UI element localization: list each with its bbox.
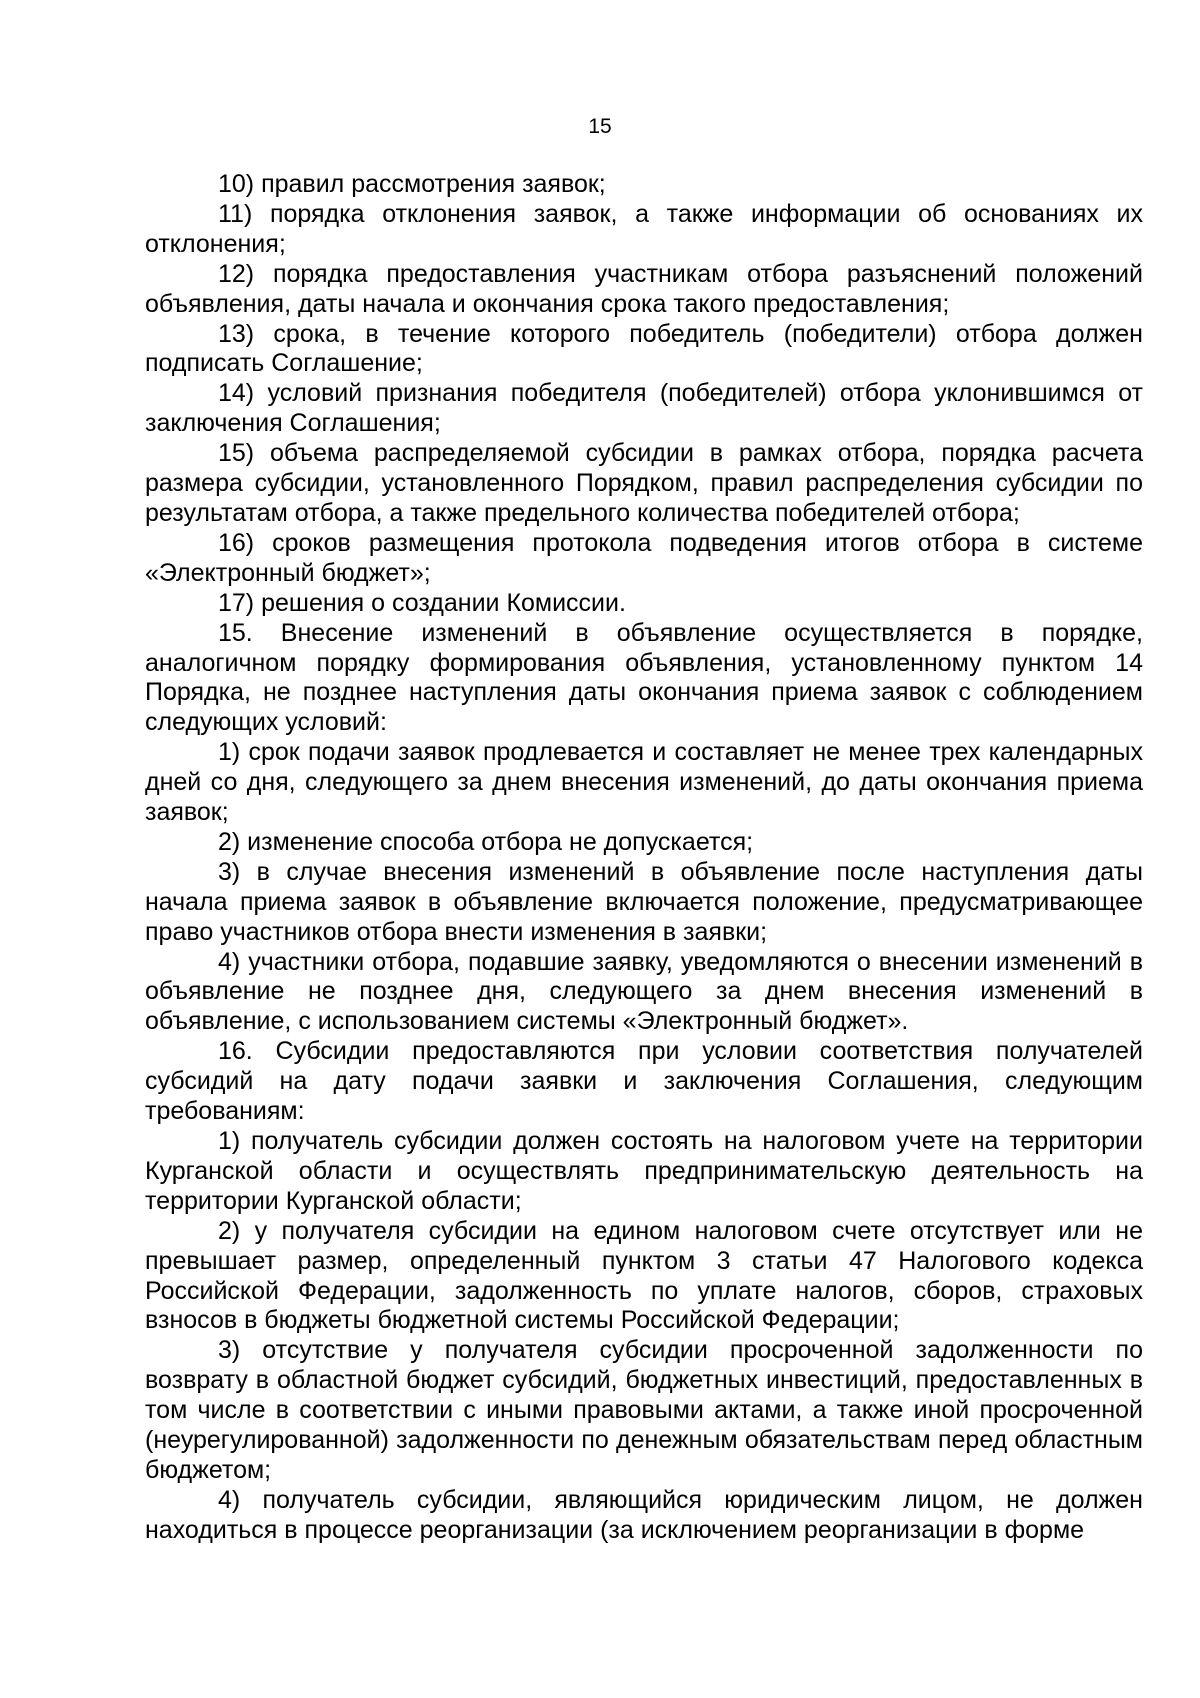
- document-body: [145, 170, 1143, 1546]
- page-number: 15: [588, 115, 612, 138]
- paragraph: 11) порядка отклонения заявок, а также информации об основаниях их отклонения;: [145, 199, 1143, 258]
- paragraph: 15) объема распределяемой субсидии в рамках отбора, порядка расчета размера субсидии, установленного Порядком, правил распределения субсидии по результатам отбора, а также предельного количества победителей отбора;: [145, 439, 1143, 527]
- paragraph: 4) участники отбора, подавшие заявку, уведомляются о внесении изменений в объявление не позднее дня, следующего за днем внесения изменений в объявление, с использованием системы «Электронный бюджет».: [145, 947, 1143, 1036]
- paragraph: 16. Субсидии предоставляются при условии соответствия получателей субсидий на дату подачи заявки и заключения Соглашения, следующим требованиям:: [145, 1037, 1143, 1126]
- paragraph: 2) изменение способа отбора не допускается;: [218, 827, 754, 856]
- paragraph: 15. Внесение изменений в объявление осуществляется в порядке, аналогичном порядку формирования объявления, установленному пунктом 14 Порядка, не позднее наступления даты окончания приема заявок с соблюдением следующих условий:: [145, 618, 1143, 737]
- paragraph: 13) срока, в течение которого победитель (победители) отбора должен подписать Соглашение;: [145, 319, 1143, 378]
- paragraph: 10) правил рассмотрения заявок;: [218, 170, 606, 198]
- paragraph: 1) получатель субсидии должен состоять на налоговом учете на территории Курганской области и осуществлять предпринимательскую деятельность на территории Курганской области;: [145, 1127, 1143, 1215]
- paragraph: 16) сроков размещения протокола подведения итогов отбора в системе «Электронный бюджет»;: [145, 528, 1143, 587]
- paragraph: 4) получатель субсидии, являющийся юридическим лицом, не должен находиться в процессе реорганизации (за исключением реорганизации в форме: [145, 1485, 1143, 1544]
- paragraph: 14) условий признания победителя (победителей) отбора уклонившимся от заключения Соглашения;: [145, 379, 1143, 438]
- paragraph: 2) у получателя субсидии на едином налоговом счете отсутствует или не превышает размер, определенный пунктом 3 статьи 47 Налогового кодекса Российской Федерации, задолженность по уплате налогов, сборов, страховых взносов в бюджеты бюджетной системы Российской Федерации;: [145, 1216, 1143, 1335]
- paragraph: 17) решения о создании Комиссии.: [218, 588, 626, 617]
- paragraph: 3) отсутствие у получателя субсидии просроченной задолженности по возврату в областной бюджет субсидий, бюджетных инвестиций, предоставленных в том числе в соответствии с иными правовыми актами, а также иной просроченной (неурегулированной) задолженности по денежным обязательствам перед областным бюджетом;: [145, 1336, 1143, 1484]
- paragraph: 3) в случае внесения изменений в объявление после наступления даты начала приема заявок в объявление включается положение, предусматривающее право участников отбора внести изменения в заявки;: [145, 857, 1143, 946]
- paragraph: 12) порядка предоставления участникам отбора разъяснений положений объявления, даты начала и окончания срока такого предоставления;: [145, 259, 1143, 318]
- paragraph: 1) срок подачи заявок продлевается и составляет не менее трех календарных дней со дня, следующего за днем внесения изменений, до даты окончания приема заявок;: [145, 738, 1143, 827]
